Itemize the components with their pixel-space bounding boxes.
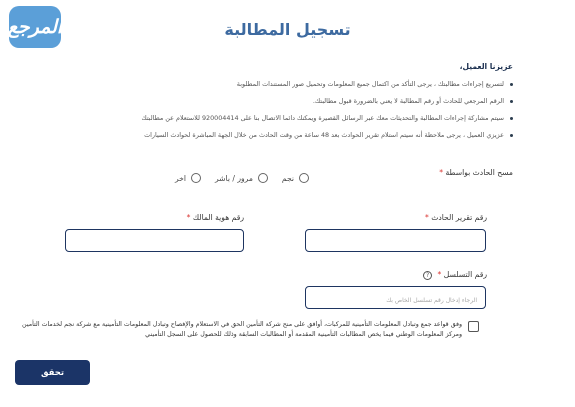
- greeting-text: عزيزنا العميل،: [459, 62, 513, 71]
- accident-report-number-label: [425, 213, 487, 222]
- instruction-item: عزيزي العميل ، يرجى ملاحظة أنه سيتم استلام تقرير الحوادث بعد 48 ساعة من وقت الحادث من خلال الجهة المباشرة لحوادث السيارات: [43, 131, 513, 140]
- owner-id-label-text: رقم هوية المالك: [192, 213, 244, 222]
- owner-id-input[interactable]: [66, 233, 243, 254]
- serial-number-field[interactable]: [305, 286, 486, 309]
- radio-label: نجم: [281, 173, 294, 183]
- agreement-checkbox[interactable]: [468, 321, 479, 332]
- logo-text: المرجع: [7, 16, 63, 38]
- radio-option-najm[interactable]: [282, 173, 309, 183]
- radio-label: اخر: [174, 173, 186, 183]
- owner-id-label: [187, 213, 244, 222]
- agreement-row: [9, 320, 479, 340]
- page-title: تسجيل المطالبة: [224, 20, 351, 39]
- radio-label: مرور / باشر: [214, 173, 253, 183]
- help-icon[interactable]: ?: [423, 271, 432, 280]
- instruction-item: لتسريع إجراءات مطالبتك ، يرجى التأكد من اكتمال جميع المعلومات وتحميل صور المستندات المطلوبة: [43, 80, 513, 89]
- radio-button[interactable]: [258, 173, 268, 183]
- accident-surveyed-label: [439, 168, 513, 177]
- accident-surveyed-label-text: مسح الحادث بواسطة: [445, 168, 513, 177]
- accident-report-number-field[interactable]: [305, 229, 486, 252]
- instruction-item: الرقم المرجعي للحادث أو رقم المطالبة لا يعني بالضرورة قبول مطالبتك.: [43, 97, 513, 106]
- accident-surveyed-radio-group: [161, 173, 309, 183]
- accident-report-number-input[interactable]: [306, 233, 485, 254]
- instruction-item: سيتم مشاركة إجراءات المطالبة والتحديثات معك عبر الرسائل القصيرة ويمكنك دائما الاتصال بنا على 920004414 للاستعلام عن مطالبتك: [43, 114, 513, 123]
- required-mark: *: [437, 270, 442, 279]
- required-mark: *: [439, 168, 444, 177]
- radio-option-other[interactable]: [175, 173, 201, 183]
- verify-button[interactable]: تحقق: [15, 360, 90, 385]
- agreement-text: وفق قواعد جمع وتبادل المعلومات التأمينية للمركبات، أوافق على منح شركة التأمين الحق في الاستعلام والإفصاح وتبادل المعلومات التأمينية مع شركة نجم لخدمات التأمين ومركز المعلومات الوطني فيما يخص المطالبات التأمينية المقدمة أو المطالبات السابقة وذلك للحصول على السجل التأميني: [22, 321, 462, 338]
- required-mark: *: [186, 213, 191, 222]
- owner-id-field[interactable]: [65, 229, 244, 252]
- serial-number-input[interactable]: [306, 290, 485, 311]
- radio-option-traffic[interactable]: [215, 173, 268, 183]
- instructions-list: [43, 80, 513, 148]
- serial-number-label-text: رقم التسلسل: [443, 270, 487, 279]
- radio-button[interactable]: [191, 173, 201, 183]
- required-mark: *: [424, 213, 429, 222]
- radio-button[interactable]: [299, 173, 309, 183]
- accident-report-number-label-text: رقم تقرير الحادث: [431, 213, 487, 222]
- serial-number-label: [423, 270, 487, 280]
